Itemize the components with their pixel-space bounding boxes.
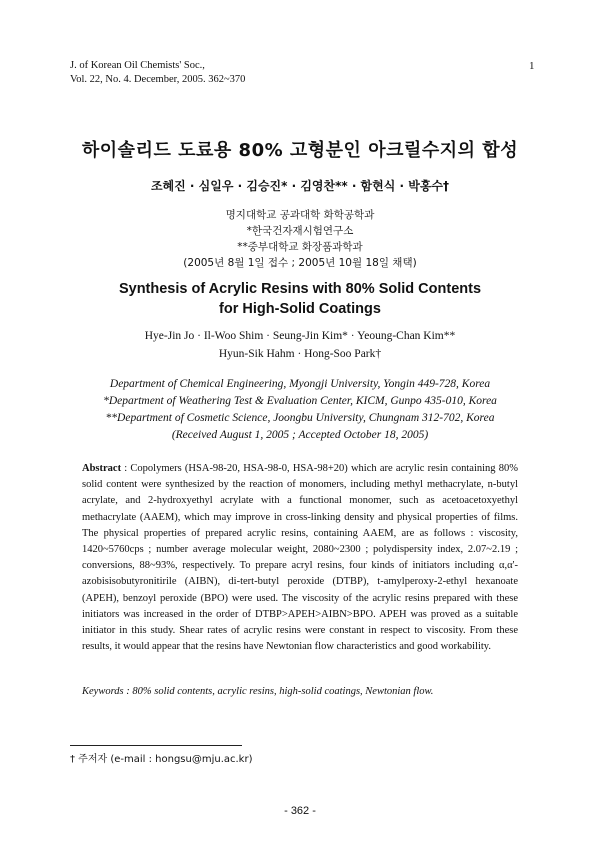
korean-received: (2005년 8월 1일 접수 ; 2005년 10월 18일 채택) [183, 257, 417, 269]
footnote-divider [70, 745, 242, 746]
footnote: † 주저자 (e-mail : hongsu@mju.ac.kr) [70, 754, 253, 765]
english-affil-3: **Department of Cosmetic Science, Joongbu University, Chungnam 312-702, Korea [105, 412, 495, 424]
abstract [82, 461, 518, 655]
journal-line-2: Vol. 22, No. 4. December, 2005. 362~370 [70, 74, 246, 85]
english-title [0, 279, 600, 319]
korean-affil-1: 명지대학교 공과대학 화학공학과 [225, 209, 375, 221]
english-received: (Received August 1, 2005 ; Accepted October 18, 2005) [171, 429, 429, 441]
english-affil-2: *Department of Weathering Test & Evaluation Center, KICM, Gunpo 435-010, Korea [103, 395, 497, 407]
english-affil-1: Department of Chemical Engineering, Myongji University, Yongin 449-728, Korea [109, 378, 491, 390]
korean-authors: 조혜진 · 심일우 · 김승진* · 김영찬** · 함현식 · 박홍수† [150, 179, 450, 193]
journal-citation [70, 59, 245, 87]
english-authors-line-1: Hye-Jin Jo · Il-Woo Shim · Seung-Jin Kim* · Yeoung-Chan Kim** [144, 330, 456, 342]
korean-affil-3: **중부대학교 화장품과학과 [237, 241, 363, 253]
korean-affil-2: *한국건자재시험연구소 [246, 225, 354, 237]
english-title-line-2: for High-Solid Coatings [219, 301, 381, 317]
page-number-bottom: - 362 - [284, 805, 316, 817]
abstract-text: : Copolymers (HSA-98-20, HSA-98-0, HSA-98+20) which are acrylic resin containing 80% solid content were synthesized by the reaction of monomers, including methyl methacrylate, n-butyl acrylate, and 2-hydroxyethyl acrylate with a functional monomer, such as acetoacetoxyethyl methacrylate (AAEM), which may improve in cross-linking density and physical properties of films. The physical properties of prepared acrylic resins, containing AAEM, are as follows : viscosity, 1420~5760cps ; number average molecular weight, 2080~2300 ; polydispersity index, 2.07~2.19 ; conversions, 88~93%, respectively. To prepare acryl resins, four kinds of initiators including α,α'-azobisisobutyronitirile (AIBN), di-tert-butyl peroxide (DTBP), t-amylperoxy-2-ethyl hexanoate (APEH), benzoyl peroxide (BPO) were used. The viscosity of the acrylic resins prepared with these initiators was increased in the order of DTBP>APEH>AIBN>BPO. APEH was proved as a suitable initiator in this study. Shear rates of acrylic resins were constant in respect to viscosity. From these results, it would appear that the resins have Newtonian flow characteristics and good workability. [82, 463, 518, 653]
keywords: Keywords : 80% solid contents, acrylic resins, high-solid coatings, Newtonian flow. [82, 686, 434, 697]
english-affiliations [0, 376, 600, 444]
english-title-line-1: Synthesis of Acrylic Resins with 80% Solid Contents [118, 281, 482, 297]
journal-line-1: J. of Korean Oil Chemists' Soc., [70, 60, 205, 71]
english-authors-line-2: Hyun-Sik Hahm · Hong-Soo Park† [218, 348, 382, 360]
korean-title: 하이솔리드 도료용 80% 고형분인 아크릴수지의 합성 [81, 140, 519, 161]
abstract-label: Abstract [82, 463, 122, 474]
page-number-top: 1 [529, 60, 535, 72]
english-authors [0, 327, 600, 363]
korean-affiliations [0, 207, 600, 271]
